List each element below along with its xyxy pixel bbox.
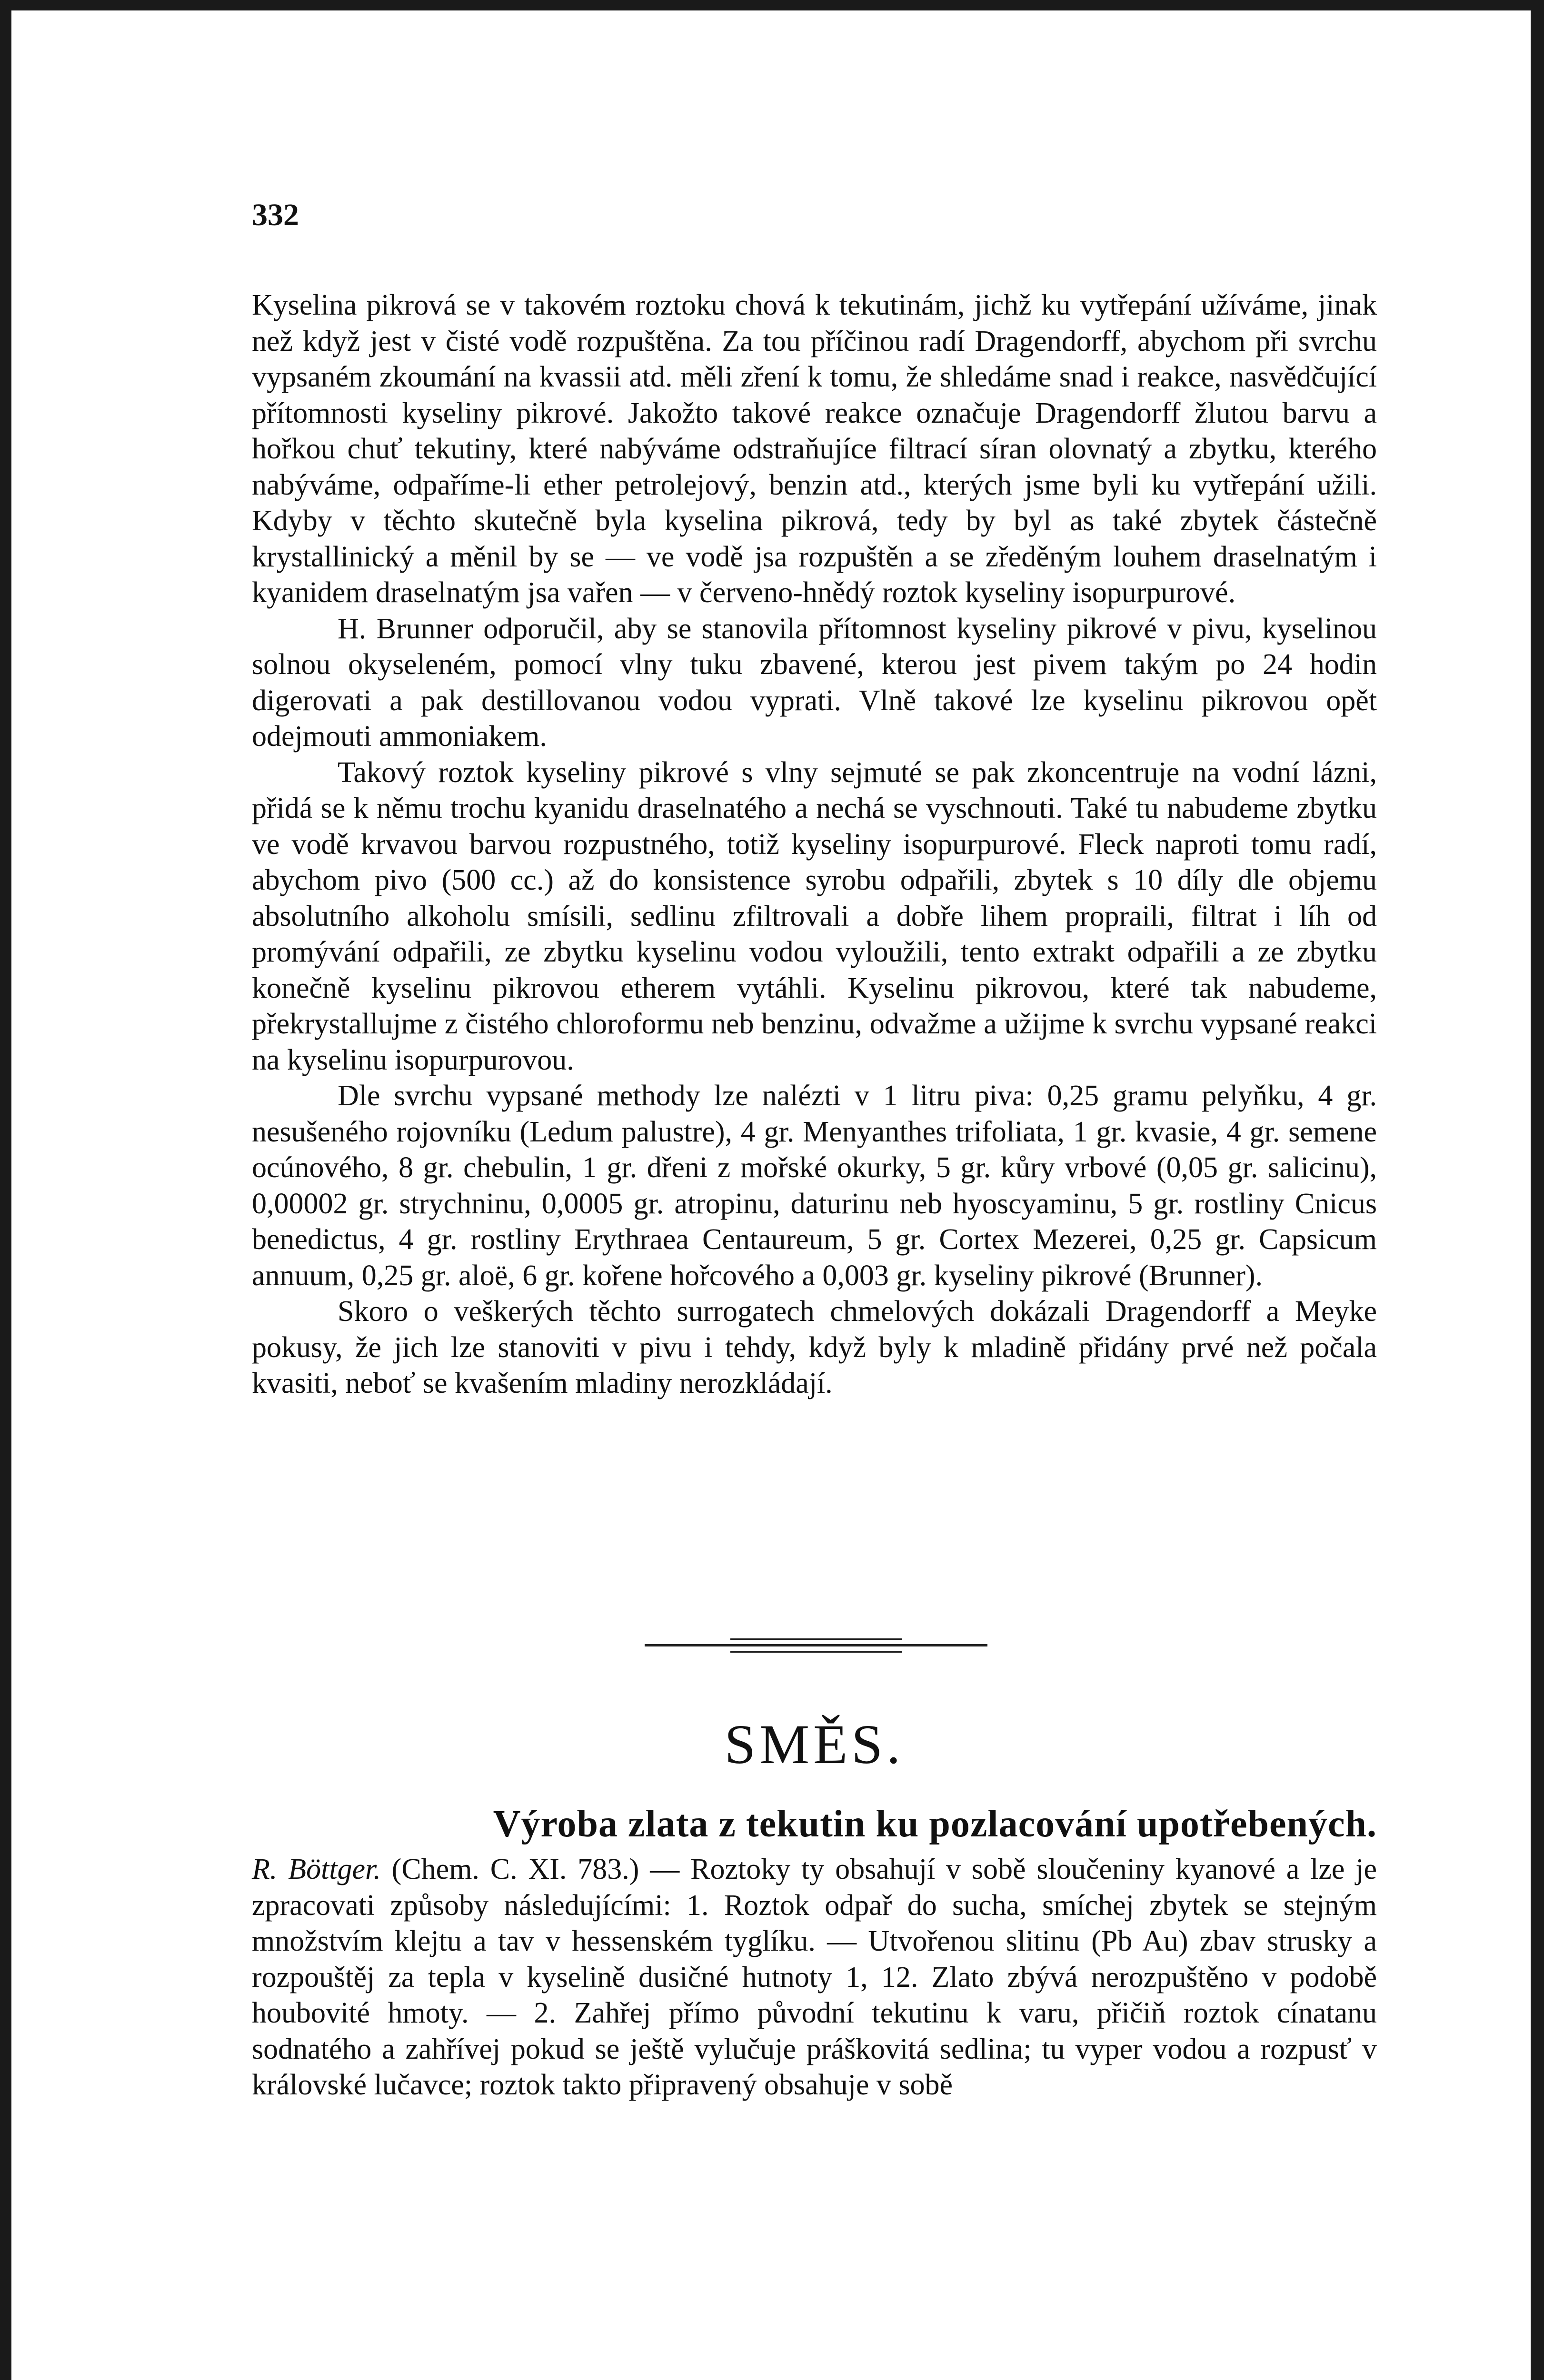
paragraph: Takový roztok kyseliny pikrové s vlny sejmuté se pak zkoncentruje na vodní lázni, přidá se k němu trochu kyanidu draselnatého a nechá se vyschnouti. Také tu nabudeme zbytku ve vodě krvavou barvou rozpustného, totiž kyseliny isopurpurové. Fleck naproti tomu radí, abychom pivo (500 cc.) až do konsistence syrobu odpařili, zbytek s 10 díly dle objemu absolutního alkoholu smísili, sedlinu zfiltrovali a dobře lihem propraili, filtrat i líh od promývání odpařili, ze zbytku kyselinu vodou vyloužili, tento extrakt odpařili a ze zbytku konečně kyselinu pikrovou etherem vytáhli. Kyselinu pikrovou, které tak nabudeme, překrystallujme z čistého chloroformu neb benzinu, odvažme a užijme k svrchu vypsané reakci na kyselinu isopurpurovou. — [252, 756, 1377, 1076]
section-title: SMĚS. — [724, 1713, 905, 1775]
separator-rule — [645, 1644, 987, 1646]
article-author: R. Böttger. — [252, 1853, 381, 1885]
paragraph: H. Brunner odporučil, aby se stanovila přítomnost kyseliny pikrové v pivu, kyselinou solnou okyseleném, pomocí vlny tuku zbavené, kterou jest pivem takým po 24 hodin digerovati a pak destillovanou vodou vyprati. Vlně takové lze kyselinu pikrovou opět odejmouti ammoniakem. — [252, 612, 1377, 753]
separator-rule-accent — [730, 1651, 902, 1653]
page — [11, 10, 1531, 2380]
article-heading: Výroba zlata z tekutin ku pozlacování upotřebených. — [493, 1803, 1377, 1845]
paragraph: Kyselina pikrová se v takovém roztoku chová k tekutinám, jichž ku vytřepání užíváme, jinak než když jest v čisté vodě rozpuštěna. Za tou příčinou radí Dragendorff, abychom při svrchu vypsaném zkoumání na kvassii atd. měli zření k tomu, že shledáme snad i reakce, nasvědčující přítomnosti kyseliny pikrové. Jakožto takové reakce označuje Dragendorff žlutou barvu a hořkou chuť tekutiny, které nabýváme odstraňujíce filtrací síran olovnatý a zbytku, kterého nabýváme, odpaříme-li ether petrolejový, benzin atd., kterých jsme byli ku vytřepání užili. Kdyby v těchto skutečně byla kyselina pikrová, tedy by byl as také zbytek částečně krystallinický a měnil by se — ve vodě jsa rozpuštěn a se zředěným louhem draselnatým i kyanidem draselnatým jsa vařen — v červeno-hnědý roztok kyseliny isopurpurové. — [252, 289, 1377, 609]
article-paragraph — [252, 1852, 1377, 2103]
separator-rule-accent — [730, 1638, 902, 1640]
body-text — [252, 288, 1377, 1402]
article-text: (Chem. C. XI. 783.) — Roztoky ty obsahují v sobě sloučeniny kyanové a lze je zpracovati způsoby následujícími: 1. Roztok odpař do sucha, smíchej zbytek se stejným množstvím klejtu a tav v hessenském tyglíku. — Utvořenou slitinu (Pb Au) zbav strusky a rozpouštěj za tepla v kyselině dusičné hutnoty 1, 12. Zlato zbývá nerozpuštěno v podobě houbovité hmoty. — 2. Zahřej přímo původní tekutinu k varu, přičiň roztok cínatanu sodnatého a zahřívej pokud se ještě vylučuje práškovitá sedlina; tu vyper vodou a rozpusť v královské lučavce; roztok takto připravený obsahuje v sobě — [252, 1853, 1377, 2101]
page-number: 332 — [252, 198, 299, 232]
article-body — [252, 1852, 1377, 2103]
paragraph: Dle svrchu vypsané methody lze nalézti v 1 litru piva: 0,25 gramu pelyňku, 4 gr. nesušeného rojovníku (Ledum palustre), 4 gr. Menyanthes trifoliata, 1 gr. kvasie, 4 gr. semene ocúnového, 8 gr. chebulin, 1 gr. dřeni z mořské okurky, 5 gr. kůry vrbové (0,05 gr. salicinu), 0,00002 gr. strychninu, 0,0005 gr. atropinu, daturinu neb hyoscyaminu, 5 gr. rostliny Cnicus benedictus, 4 gr. rostliny Erythraea Centaureum, 5 gr. Cortex Mezerei, 0,25 gr. Capsicum annuum, 0,25 gr. aloë, 6 gr. kořene hořcového a 0,003 gr. kyseliny pikrové (Brunner). — [252, 1080, 1377, 1292]
paragraph: Skoro o veškerých těchto surrogatech chmelových dokázali Dragendorff a Meyke pokusy, že jich lze stanoviti v pivu i tehdy, když byly k mladině přidány prvé než počala kvasiti, neboť se kvašením mladiny nerozkládají. — [252, 1295, 1377, 1399]
